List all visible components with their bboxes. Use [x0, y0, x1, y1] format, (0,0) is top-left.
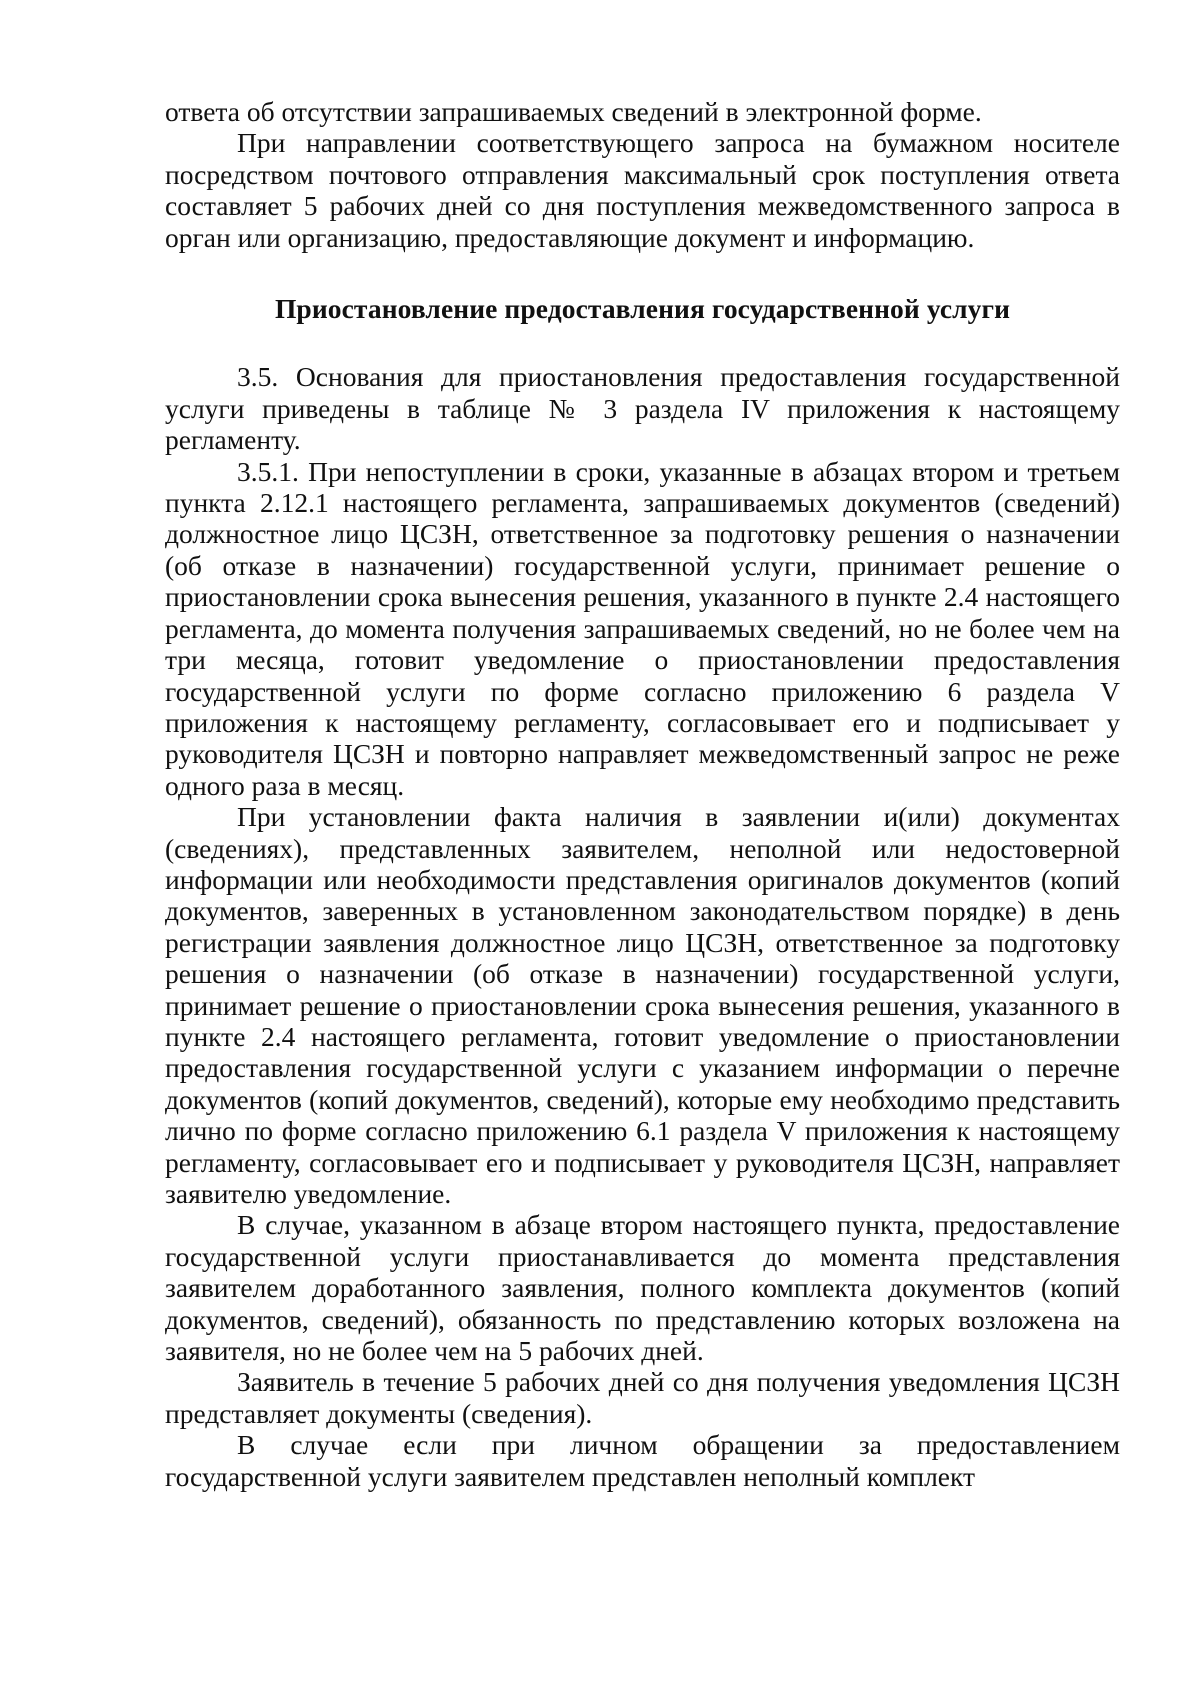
- paragraph-personal-visit: В случае если при личном обращении за предоставлением государственной услуги заявителем представлен неполный комплект: [165, 1429, 1120, 1492]
- paragraph-incomplete-info: При установлении факта наличия в заявлении и(или) документах (сведениях), представленных заявителем, неполной или недостоверной информации или необходимости представления оригиналов документов (копий документов, заверенных в установленном законодательством порядке) в день регистрации заявления должностное лицо ЦСЗН, ответственное за подготовку решения о назначении (об отказе в назначении) государственной услуги, принимает решение о приостановлении срока вынесения решения, указанного в пункте 2.4 настоящего регламента, готовит уведомление о приостановлении предоставления государственной услуги с указанием информации о перечне документов (копий документов, сведений), которые ему необходимо представить лично по форме согласно приложению 6.1 раздела V приложения к настоящему регламенту, согласовывает его и подписывает у руководителя ЦСЗН, направляет заявителю уведомление.: [165, 801, 1120, 1209]
- document-page: [165, 96, 1120, 1492]
- paragraph-3-5-1: 3.5.1. При непоступлении в сроки, указанные в абзацах втором и третьем пункта 2.12.1 настоящего регламента, запрашиваемых документов (сведений) должностное лицо ЦСЗН, ответственное за подготовку решения о назначении (об отказе в назначении) государственной услуги, принимает решение о приостановлении срока вынесения решения, указанного в пункте 2.4 настоящего регламента, до момента получения запрашиваемых сведений, но не более чем на три месяца, готовит уведомление о приостановлении предоставления государственной услуги по форме согласно приложению 6 раздела V приложения к настоящему регламенту, согласовывает его и подписывает у руководителя ЦСЗН и повторно направляет межведомственный запрос не реже одного раза в месяц.: [165, 455, 1120, 801]
- paragraph-continuation: ответа об отсутствии запрашиваемых сведений в электронной форме.: [165, 96, 982, 127]
- paragraph-paper-request: При направлении соответствующего запроса на бумажном носителе посредством почтового отправления максимальный срок поступления ответа составляет 5 рабочих дней со дня поступления межведомственного запроса в орган или организацию, предоставляющие документ и информацию.: [165, 127, 1120, 253]
- paragraph-suspension-period: В случае, указанном в абзаце втором настоящего пункта, предоставление государственной услуги приостанавливается до момента представления заявителем доработанного заявления, полного комплекта документов (копий документов, сведений), обязанность по представлению которых возложена на заявителя, но не более чем на 5 рабочих дней.: [165, 1209, 1120, 1367]
- paragraph-applicant-submits: Заявитель в течение 5 рабочих дней со дня получения уведомления ЦСЗН представляет документы (сведения).: [165, 1366, 1120, 1429]
- paragraph-3-5: 3.5. Основания для приостановления предоставления государственной услуги приведены в таблице № 3 раздела IV приложения к настоящему регламенту.: [165, 361, 1120, 456]
- section-heading: Приостановление предоставления государственной услуги: [274, 293, 1011, 325]
